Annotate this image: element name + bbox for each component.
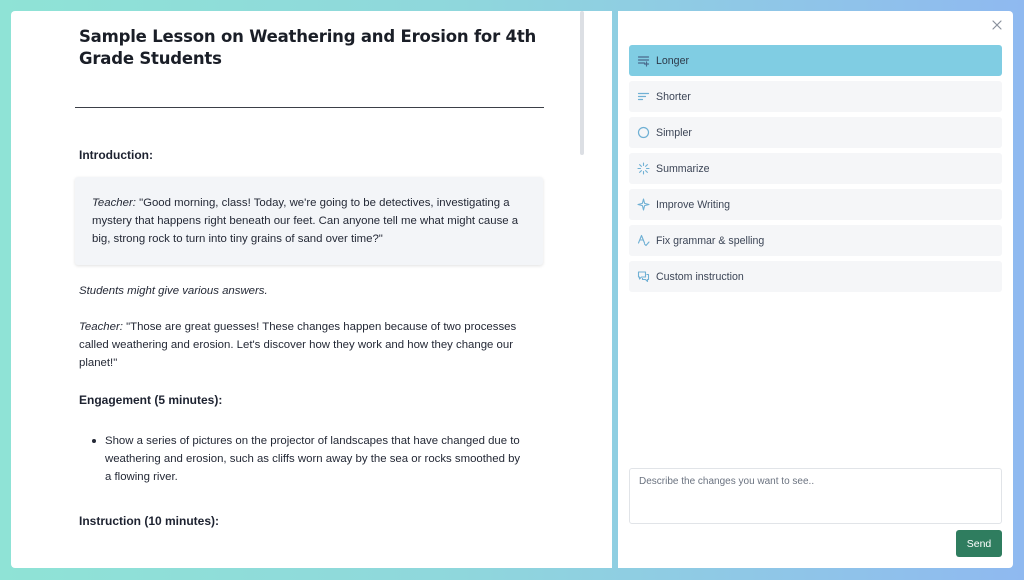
introduction-heading: Introduction:	[79, 148, 153, 162]
spellcheck-icon	[637, 234, 650, 247]
action-list	[629, 45, 1002, 297]
close-icon	[990, 18, 1004, 32]
action-label: Shorter	[656, 90, 691, 103]
quote-text: "Good morning, class! Today, we're going to be detectives, investigating a mystery that happens right beneath our feet. Can anyone tell me what might cause a big, strong rock to turn into tiny grains of sand over time?"	[92, 197, 519, 245]
action-summarize[interactable]	[629, 153, 1002, 184]
document-title: Sample Lesson on Weathering and Erosion for 4th Grade Students	[79, 27, 537, 68]
action-shorter[interactable]	[629, 81, 1002, 112]
instruction-heading: Instruction (10 minutes):	[79, 514, 220, 528]
action-custom-instruction[interactable]	[629, 261, 1002, 292]
teacher-reply	[79, 318, 547, 372]
action-label: Custom instruction	[656, 270, 744, 283]
sparkle-icon	[637, 198, 650, 211]
reply-text: "Those are great guesses! These changes happen because of two processes called weathering and erosion. Let's discover how they work and how they change our planet!"	[79, 321, 517, 369]
action-simpler[interactable]	[629, 117, 1002, 148]
students-note	[79, 282, 549, 300]
action-label: Simpler	[656, 126, 692, 139]
action-label: Fix grammar & spelling	[656, 234, 765, 247]
instruction-input[interactable]	[629, 468, 1002, 524]
send-button[interactable]: Send	[956, 530, 1002, 557]
close-button[interactable]	[990, 18, 1004, 32]
teacher-quote-block	[75, 177, 543, 265]
action-fix-grammar[interactable]	[629, 225, 1002, 256]
longer-icon	[637, 54, 650, 67]
shorter-icon	[637, 90, 650, 103]
engagement-list	[105, 432, 525, 486]
scrollbar-thumb[interactable]	[580, 11, 584, 155]
quote-speaker: Teacher:	[92, 197, 136, 209]
chat-icon	[637, 270, 650, 283]
action-label: Summarize	[656, 162, 710, 175]
action-improve-writing[interactable]	[629, 189, 1002, 220]
summarize-icon	[637, 162, 650, 175]
list-item	[105, 432, 525, 486]
action-label: Improve Writing	[656, 198, 730, 211]
document-header	[79, 26, 545, 70]
document-panel	[11, 11, 612, 568]
action-longer[interactable]	[629, 45, 1002, 76]
title-divider	[75, 107, 544, 108]
action-label: Longer	[656, 54, 689, 67]
list-item-text: Show a series of pictures on the projector of landscapes that have changed due to weathering and erosion, such as cliffs worn away by the sea or rocks smoothed by a flowing river.	[105, 435, 521, 483]
assistant-panel	[618, 11, 1013, 568]
engagement-heading: Engagement (5 minutes):	[79, 393, 223, 407]
bullet-icon	[92, 439, 96, 443]
reply-speaker: Teacher:	[79, 321, 123, 333]
simpler-icon	[637, 126, 650, 139]
students-note-text: Students might give various answers.	[79, 285, 268, 297]
